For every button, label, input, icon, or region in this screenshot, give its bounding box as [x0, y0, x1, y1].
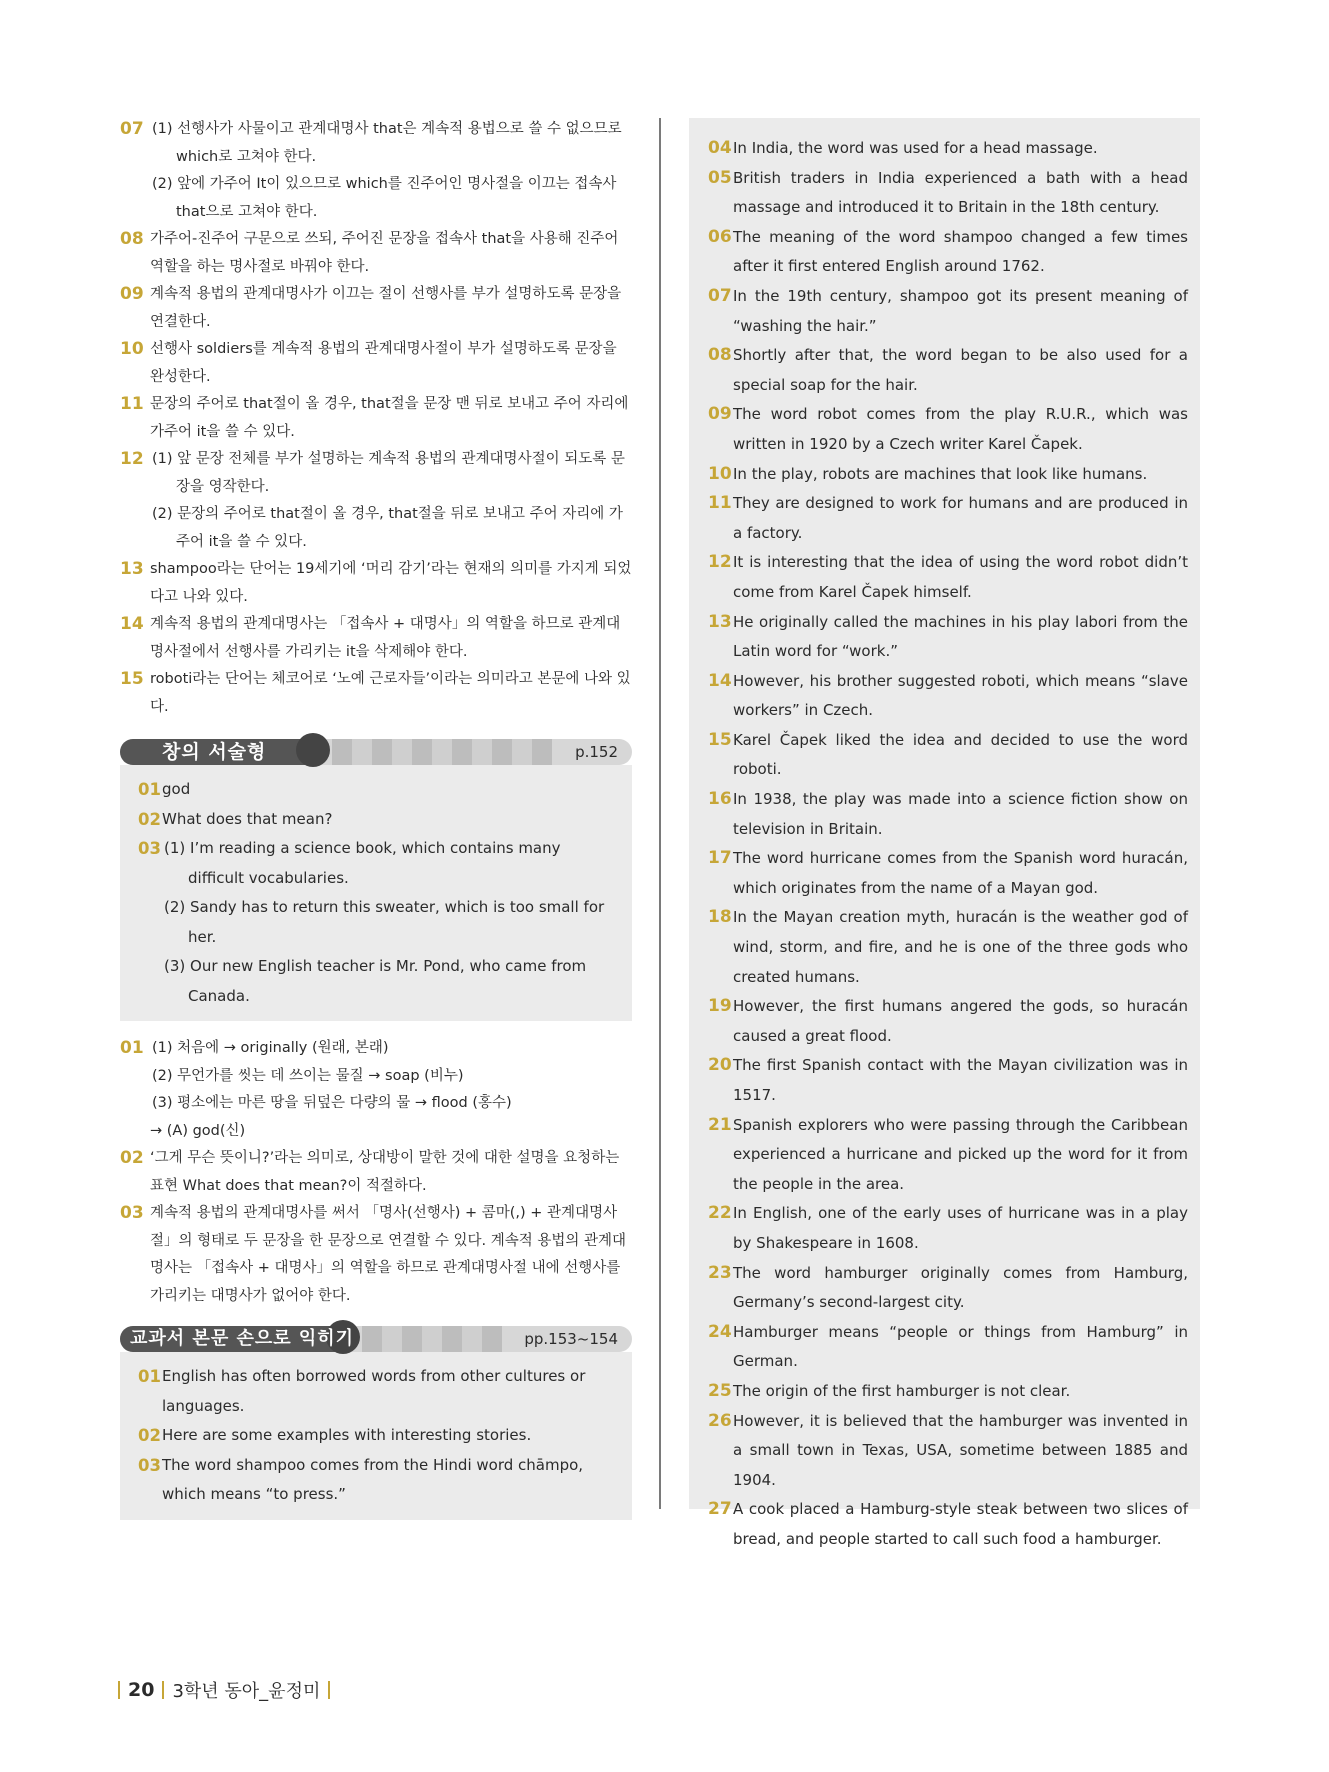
item-text: In the 19th century, shampoo got its present meaning of “washing the hair.”: [733, 286, 1188, 335]
page-footer: [118, 1677, 330, 1703]
banner-pattern: [362, 1326, 502, 1352]
item-text: Here are some examples with interesting stories.: [162, 1426, 532, 1444]
item-text: English has often borrowed words from other cultures or languages.: [162, 1367, 586, 1415]
textbook-sentences-box: [120, 1352, 632, 1520]
item-number: 07: [120, 119, 144, 139]
list-item: [708, 1111, 1188, 1200]
item-number: 03: [120, 1203, 144, 1223]
item-text: In the play, robots are machines that look like humans.: [733, 464, 1148, 483]
item-line: (2) 문장의 주어로 that절이 올 경우, that절을 뒤로 보내고 주어 자리에 가주어 it을 쓸 수 있다.: [152, 506, 623, 550]
list-item: [708, 726, 1188, 785]
list-item: [138, 834, 614, 1011]
item-number: 09: [708, 404, 732, 425]
footer-bar: [118, 1681, 120, 1699]
list-item: [708, 785, 1188, 844]
item-text: The origin of the first hamburger is not clear.: [733, 1381, 1071, 1400]
list-item: [708, 844, 1188, 903]
list-item: [708, 282, 1188, 341]
item-number: 14: [120, 614, 144, 634]
item-number: 02: [138, 809, 161, 829]
item-text: However, the first humans angered the gods, so huracán caused a great flood.: [733, 997, 1188, 1045]
list-item: [708, 134, 1188, 164]
item-text: British traders in India experienced a bath with a head massage and introduced it to Britain in the 18th century.: [733, 168, 1188, 217]
item-line: (3) 평소에는 마른 땅을 뒤덮은 다량의 물 → flood (홍수): [152, 1095, 512, 1111]
section-title: 교과서 본문 손으로 익히기: [130, 1328, 355, 1349]
list-item: [708, 1051, 1188, 1110]
item-text: In 1938, the play was made into a science fiction show on television in Britain.: [733, 790, 1188, 838]
list-item: [120, 611, 632, 666]
item-line: (3) Our new English teacher is Mr. Pond, who came from Canada.: [164, 957, 587, 1005]
list-item: [708, 1495, 1188, 1554]
item-line: 선행사 soldiers를 계속적 용법의 관계대명사절이 부가 설명하도록 문장을 완성한다.: [150, 341, 617, 385]
item-line: (2) Sandy has to return this sweater, which is too small for her.: [164, 898, 605, 946]
item-number: 12: [120, 449, 144, 469]
banner-circle: [296, 733, 330, 767]
list-item: [708, 460, 1188, 490]
item-number: 21: [708, 1114, 732, 1135]
list-item: [138, 1362, 614, 1421]
item-text: The word shampoo comes from the Hindi word chāmpo, which means “to press.”: [162, 1455, 584, 1503]
item-number: 20: [708, 1055, 732, 1076]
item-text: The meaning of the word shampoo changed a few times after it first entered English around 1762.: [733, 227, 1188, 276]
list-item: [120, 666, 632, 721]
list-item: [708, 341, 1188, 400]
list-item: [138, 1451, 614, 1510]
list-item: [708, 400, 1188, 459]
item-number: 25: [708, 1380, 732, 1401]
item-text: In India, the word was used for a head massage.: [733, 139, 1098, 157]
section-page-ref: pp.153~154: [524, 1330, 618, 1348]
item-number: 04: [708, 138, 732, 158]
item-number: 09: [120, 284, 144, 304]
item-text: He originally called the machines in his play labori from the Latin word for “work.”: [733, 612, 1188, 661]
item-line: (1) 처음에 → originally (원래, 본래): [152, 1040, 389, 1056]
item-number: 01: [138, 1367, 161, 1386]
item-text: Spanish explorers who were passing through the Caribbean experienced a hurricane and picked up the word for it from the people in the area.: [733, 1115, 1188, 1193]
item-number: 13: [708, 611, 732, 632]
answer-explanations: [120, 116, 632, 721]
list-item: [120, 116, 632, 226]
item-text: A cook placed a Hamburg-style steak between two slices of bread, and people started to call such food a hamburger.: [733, 1500, 1188, 1548]
item-text: Hamburger means “people or things from Hamburg” in German.: [733, 1322, 1188, 1371]
banner-pattern: [332, 739, 552, 765]
item-text: The word robot comes from the play R.U.R., which was written in 1920 by a Czech writer Karel Čapek.: [733, 405, 1188, 453]
item-line: (1) 앞 문장 전체를 부가 설명하는 계속적 용법의 관계대명사절이 되도록 문장을 영작한다.: [152, 451, 625, 495]
item-number: 08: [120, 229, 144, 249]
list-item: [138, 775, 614, 805]
list-item: [120, 281, 632, 336]
list-item: [708, 1377, 1188, 1407]
item-line: What does that mean?: [162, 809, 333, 828]
item-number: 15: [120, 669, 144, 689]
item-number: 14: [708, 670, 732, 691]
item-text: The first Spanish contact with the Mayan civilization was in 1517.: [733, 1056, 1188, 1104]
item-number: 19: [708, 996, 732, 1017]
list-item: [708, 1318, 1188, 1377]
item-text: The word hamburger originally comes from Hamburg, Germany’s second-largest city.: [733, 1263, 1188, 1312]
item-number: 06: [708, 226, 732, 247]
item-number: 11: [120, 394, 144, 414]
item-number: 16: [708, 789, 732, 810]
left-column: [120, 116, 632, 1520]
list-item: [708, 164, 1188, 223]
list-item: [120, 446, 632, 556]
item-line: (1) I’m reading a science book, which contains many difficult vocabularies.: [164, 839, 561, 887]
item-number: 23: [708, 1262, 732, 1283]
list-item: [120, 226, 632, 281]
list-item: [708, 489, 1188, 548]
item-text: It is interesting that the idea of using the word robot didn’t come from Karel Čapek himself.: [733, 553, 1188, 601]
list-item: [708, 667, 1188, 726]
list-item: [120, 1035, 632, 1145]
item-number: 26: [708, 1410, 732, 1431]
list-item: [138, 1421, 614, 1451]
item-number: 02: [120, 1148, 144, 1168]
item-number: 10: [708, 463, 732, 484]
book-title: 3학년 동아_윤정미: [172, 1681, 321, 1702]
item-line: (2) 무언가를 씻는 데 쓰이는 물질 → soap (비누): [152, 1067, 464, 1084]
item-line: 계속적 용법의 관계대명사가 이끄는 절이 선행사를 부가 설명하도록 문장을 연결한다.: [150, 286, 622, 330]
section-title: 창의 서술형: [162, 741, 267, 763]
creative-explanations: [120, 1035, 632, 1310]
item-line: (2) 앞에 가주어 It이 있으므로 which를 진주어인 명사절을 이끄는 접속사 that으로 고쳐야 한다.: [152, 176, 617, 220]
item-number: 13: [120, 559, 144, 579]
section-banner-textbook: [120, 1320, 632, 1352]
item-number: 17: [708, 848, 732, 869]
list-item: [708, 548, 1188, 607]
item-text: In English, one of the early uses of hurricane was in a play by Shakespeare in 1608.: [733, 1204, 1188, 1252]
item-line: 계속적 용법의 관계대명사를 써서 「명사(선행사) + 콤마(,) + 관계대명사절」의 형태로 두 문장을 한 문장으로 연결할 수 있다. 계속적 용법의 관계대명사는 「접속사 + 대명사」의 역할을 하므로 관계대명사절 내에 선행사를 가리키는 대명사가 없어야 한다.: [150, 1205, 627, 1304]
column-divider: [659, 118, 661, 1509]
item-number: 24: [708, 1321, 732, 1342]
list-item: [138, 805, 614, 835]
item-line: god: [162, 780, 191, 798]
item-number: 01: [120, 1038, 144, 1058]
item-number: 18: [708, 907, 732, 928]
item-text: In the Mayan creation myth, huracán is the weather god of wind, storm, and fire, and he is one of the three gods who created humans.: [733, 908, 1188, 986]
section-page-ref: p.152: [575, 743, 618, 761]
item-number: 05: [708, 167, 732, 188]
item-number: 27: [708, 1499, 732, 1520]
list-item: [120, 391, 632, 446]
item-line: 문장의 주어로 that절이 올 경우, that절을 문장 맨 뒤로 보내고 주어 자리에 가주어 it을 쓸 수 있다.: [150, 396, 629, 440]
item-line: 계속적 용법의 관계대명사는 「접속사 + 대명사」의 역할을 하므로 관계대명사절에서 선행사를 가리키는 it을 삭제해야 한다.: [150, 616, 621, 660]
item-number: 07: [708, 285, 732, 306]
list-item: [708, 608, 1188, 667]
item-number: 22: [708, 1203, 732, 1224]
list-item: [708, 223, 1188, 282]
list-item: [708, 903, 1188, 992]
list-item: [708, 992, 1188, 1051]
item-text: Karel Čapek liked the idea and decided to use the word roboti.: [733, 730, 1188, 779]
item-number: 15: [708, 729, 732, 750]
section-banner-creative: [120, 733, 632, 765]
item-number: 01: [138, 780, 161, 799]
creative-answers-box: [120, 765, 632, 1021]
item-number: 03: [138, 1455, 161, 1475]
item-line: → (A) god(신): [150, 1122, 246, 1139]
list-item: [708, 1407, 1188, 1496]
item-line: ‘그게 무슨 뜻이니?’라는 의미로, 상대방이 말한 것에 대한 설명을 요청하는 표현 What does that mean?이 적절하다.: [150, 1150, 620, 1194]
list-item: [708, 1199, 1188, 1258]
page-number: 20: [128, 1679, 155, 1701]
list-item: [120, 556, 632, 611]
item-line: 가주어-진주어 구문으로 쓰되, 주어진 문장을 접속사 that을 사용해 진주어 역할을 하는 명사절로 바꿔야 한다.: [150, 231, 619, 275]
item-text: However, his brother suggested roboti, which means “slave workers” in Czech.: [733, 671, 1188, 720]
item-number: 03: [138, 839, 161, 858]
footer-bar: [328, 1681, 330, 1699]
item-number: 02: [138, 1426, 161, 1445]
item-line: shampoo라는 단어는 19세기에 ‘머리 감기’라는 현재의 의미를 가지게 되었다고 나와 있다.: [150, 561, 632, 605]
item-number: 10: [120, 339, 144, 359]
item-text: However, it is believed that the hamburger was invented in a small town in Texas, USA, sometime between 1885 and 1904.: [733, 1411, 1188, 1489]
item-number: 12: [708, 552, 732, 573]
list-item: [120, 1200, 632, 1310]
list-item: [120, 1145, 632, 1200]
item-text: The word hurricane comes from the Spanish word huracán, which originates from the name of a Mayan god.: [733, 849, 1188, 897]
footer-bar: [162, 1681, 164, 1699]
item-text: They are designed to work for humans and are produced in a factory.: [733, 494, 1188, 542]
item-text: Shortly after that, the word began to be also used for a special soap for the hair.: [733, 346, 1188, 394]
item-number: 11: [708, 493, 732, 514]
item-number: 08: [708, 345, 732, 366]
list-item: [120, 336, 632, 391]
item-line: (1) 선행사가 사물이고 관계대명사 that은 계속적 용법으로 쓸 수 없으므로 which로 고쳐야 한다.: [152, 121, 622, 165]
list-item: [708, 1259, 1188, 1318]
item-line: roboti라는 단어는 체코어로 ‘노예 근로자들’이라는 의미라고 본문에 나와 있다.: [150, 671, 631, 715]
right-column: [708, 134, 1188, 1555]
